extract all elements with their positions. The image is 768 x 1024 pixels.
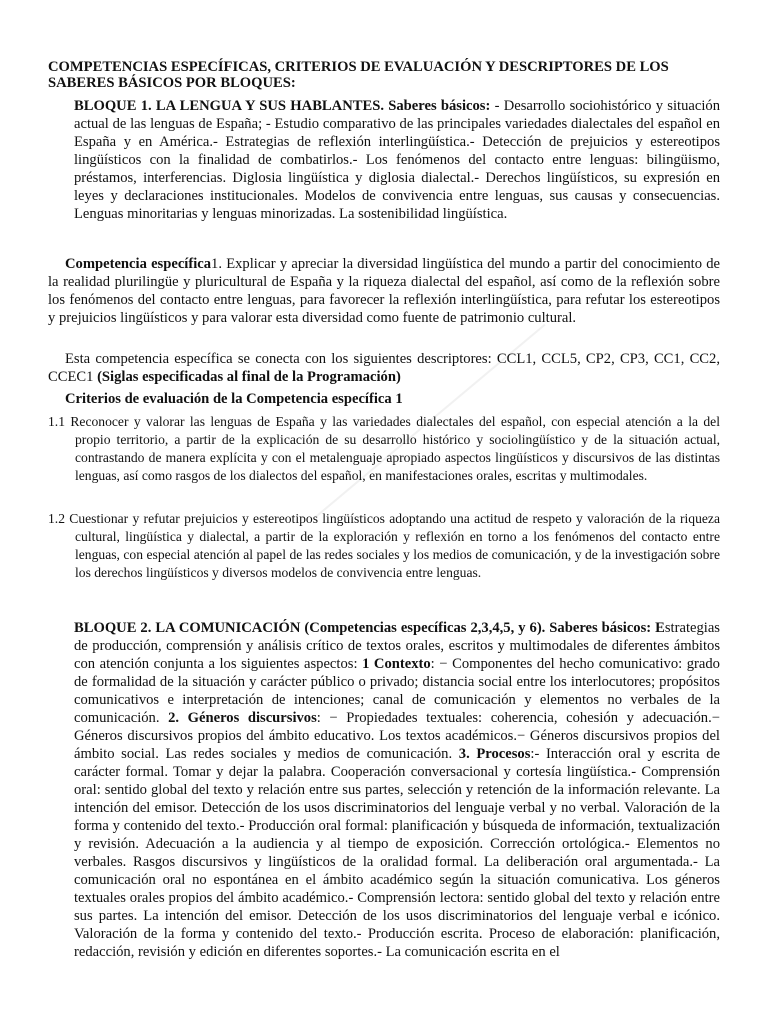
bloque-1-title: BLOQUE 1. LA LENGUA Y SUS HABLANTES. Saberes básicos: [74,98,491,114]
descriptores-text: Esta competencia específica se conecta con los siguientes descriptores: CCL1, CCL5, CP2, CP3, CC1, CC2, CCEC1 [48,351,720,385]
descriptores-paragraph [48,350,720,386]
bloque-2-text-procesos: :- Interacción oral y escrita de carácter formal. Tomar y dejar la palabra. Cooperación conversacional y cortesía lingüística.- Comprensión oral: sentido global del texto y relación entre sus partes, selección y retención de la información relevante. La intención del emisor. Detección de los usos discriminatorios del lenguaje verbal y no verbal. Valoración de la forma y contenido del texto.- Producción oral formal: planificación y búsqueda de información, textualización y revisión. Adecuación a la audiencia y al tiempo de exposición. Corrección ortológica.- Elementos no verbales. Rasgos discursivos y lingüísticos de la oralidad formal. La deliberación oral argumentada.- La comunicación oral no espontánea en el ámbito académico según la situación comunicativa. Los géneros textuales orales propios del ámbito académico.- Comprensión lectora: sentido global del texto y relación entre sus partes. La intención del emisor. Detección de los usos discriminatorios del lenguaje verbal e icónico. Valoración de la forma y contenido del texto.- Producción escrita. Proceso de elaboración: planificación, redacción, revisión y edición en diferentes soportes.- La comunicación escrita en el [74,746,720,960]
criterio-1-2: 1.2 Cuestionar y refutar prejuicios y estereotipos lingüísticos adoptando una actitud de respeto y valoración de la riqueza cultural, lingüística y dialectal, a partir de la exploración y reflexión en torno a los fenómenos del contacto entre lenguas, con especial atención al papel de las redes sociales y los medios de comunicación, y de la investigación sobre los derechos lingüísticos y diversos modelos de convivencia entre lenguas. [48,511,720,580]
criterios-title: Criterios de evaluación de la Competencia específica 1 [65,391,403,407]
bloque-1-body: - Desarrollo sociohistórico y situación actual de las lenguas de España; - Estudio comparativo de las principales variedades dialectales del español en España y en América.- Estrategias de reflexión interlingüística.- Detección de prejuicios y estereotipos lingüísticos con la finalidad de combatirlos.- Los fenómenos del contacto entre lenguas: bilingüismo, préstamos, interferencias. Diglosia lingüística y diglosia dialectal.- Derechos lingüísticos, su expresión en leyes y declaraciones institucionales. Modelos de convivencia entre lenguas, sus causas y consecuencias. Lenguas minoritarias y lenguas minorizadas. La sostenibilidad lingüística. [74,98,720,222]
criterio-1-1: 1.1 Reconocer y valorar las lenguas de España y las variedades dialectales del español, con especial atención a la del propio territorio, a partir de la explicación de su desarrollo histórico y sociolingüístico y de la situación actual, contrastando de manera explícita y con el metalenguaje apropiado aspectos lingüísticos y discursivos de las distintas lenguas, así como rasgos de los dialectos del español, en manifestaciones orales, escritas y multimodales. [48,414,720,483]
competencia-1-paragraph [48,255,720,327]
bloque-2-text-contexto: : − Componentes del hecho comunicativo: grado de formalidad de la situación y carácter público o privado; distancia social entre los interlocutores; propósitos comunicativos e interpretación de intenciones; canal de comunicación y elementos no verbales de la comunicación. [74,656,720,726]
bloque-2-paragraph [74,619,720,961]
competencia-1-label: Competencia específica [65,256,212,272]
bloque-2-intro: strategias de producción, comprensión y análisis crítico de textos orales, escritos y multimodales de diferentes ámbitos con atención conjunta a los siguientes aspectos: [74,620,720,672]
competencia-1-body: 1. Explicar y apreciar la diversidad lingüística del mundo a partir del conocimiento de la realidad plurilingüe y pluricultural de España y la riqueza dialectal del español, así como de la reflexión sobre los fenómenos del contacto entre lenguas, para favorecer la reflexión interlingüística, para refutar los estereotipos y prejuicios lingüísticos y para valorar esta diversidad como fuente de patrimonio cultural. [48,256,720,326]
bloque-2-heading-procesos: 3. Procesos [458,746,531,762]
bloque-1-paragraph [74,97,720,223]
page-title: COMPETENCIAS ESPECÍFICAS, CRITERIOS DE EVALUACIÓN Y DESCRIPTORES DE LOS SABERES BÁSICOS POR BLOQUES: [48,59,669,91]
bloque-2-heading-contexto: 1 Contexto [362,656,431,672]
descriptores-note: (Siglas especificadas al final de la Programación) [97,369,401,385]
bloque-2-heading-generos: 2. Géneros discursivos [168,710,317,726]
bloque-2-text-generos: : − Propiedades textuales: coherencia, cohesión y adecuación.− Géneros discursivos propios del ámbito educativo. Los textos académicos.− Géneros discursivos propios del ámbito social. Las redes sociales y medios de comunicación. [74,710,720,762]
bloque-2-title: BLOQUE 2. LA COMUNICACIÓN (Competencias específicas 2,3,4,5, y 6). Saberes básicos: E [74,620,665,636]
